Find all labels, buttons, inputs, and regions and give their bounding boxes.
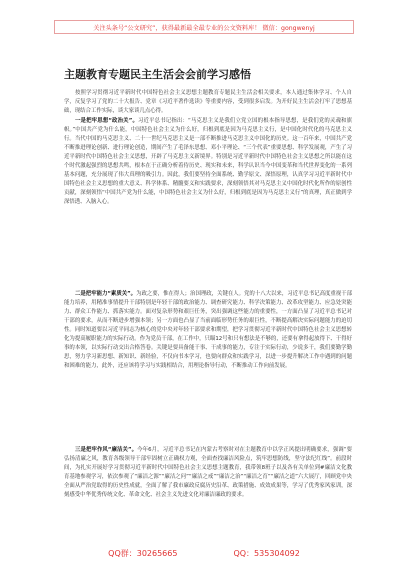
section-1-paragraph [64,117,352,207]
section-3-heading: 三是把牢作风“廉洁关”。 [75,447,138,453]
section-1-body: 习近平总书记指出：“马克思主义是我们立党立国的根本指导思想，是我们党的灵魂和旗帜。”中国共产党为什么能，中国特色社会主义为什么好，归根到底是因为马克思主义行，是中国化时代化的马克思主义行。当代中国的马克思主义、二十一世纪马克思主义是一部不断推进马克思主义中国化的历史。这一百年来，中国共产党不断推进理论创新、进行理论创造，期间产生了毛泽东思想、邓小平理论、“三个代表”重要思想、科学发展观，产生了习近平新时代中国特色社会主义思想，开辟了马克思主义新境界。特别是习近平新时代中国特色社会主义思想之所以能在这个时代激起强烈的思想共鸣，根本在于正确分析着侍历史、现实和未来，科学认识当今中国变革和当代世界变化的一系列基本问题，充分展现了伟大真理的吸引力。因此，我们要坚持全面系统、勤学原文、深悟原理，认真学习习近平新时代中国特色社会主义思想的重大意义、科学体系、精髓要义和实践要求，深刻领悟其对马克思主义中国化时代化所作的原创性贡献，深刻领悟“中国共产党为什么能，中国特色社会主义为什么好，归根到底是因为马克思主义行”的真理，真正做到学深悟透、入脑入心。 [64,118,352,205]
promo-banner [54,20,354,34]
section-2-paragraph [64,290,352,371]
footer-qq: QQ：535304092 [233,549,300,558]
banner-text: 关注头条号“公文研究”，获得最新最全最专业的公文资料库！ 微信：gongwenyj [93,24,315,32]
section-2-body: 为政之要，惟在得人；治国理政，关键在人。党的十八大以来，习近平总书记高度重视干部能力培养，用精准事情提升干部特别是年轻干部的政治能力、调查研究能力、科学决策能力、改革攻坚能力、应急处突能力、群众工作能力、抓落实能力。面对复杂形势和艰巨任务，突出强调这些能力的重要性，一方面凸显了习近平总书记对干部的要求，从而不断进步增强本领；另一方面也凸显了当前面临形势任务的艰巨性，不断提高解决实际问题能力的迫切性。同时知道要以习近平同志为核心的党中央对年轻干部要求和期望，把学习贯彻习近平新时代中国特色社会主义思想转化为提高履职能力的实际行动。作为党员干部，在工作中，只瞄12号和只有想法是不够的，还要有拿得起放得下、干得好事的本领，以实际行动交出合格答卷。关键是要具备能干事、干成事的能力，专注于实际行动，少说多干，我们要勤学勤思，努力学习新思想、新知识、新经验，不仅向书本学习，也要向群众和实践学习，以进一步提升解决工作中遇到的问题和困难的能力，此外，还应该将学习与实践相结合，用理论指导行动，不断推动工作向前发展。 [64,291,352,369]
section-1-heading: 一是把牢思想“政治关”。 [75,118,138,124]
footer-qq-group: QQ群：30265665 [108,549,178,558]
footer-contact [0,548,408,559]
intro-paragraph: 按照学习贯彻习近平新时代中国特色社会主义思想主题教育专题民主生活会相关要求，本人通过集体学习、个人自学，反复学习了党的二十大报告、党章《习近平著作选读》等重要内容，受到很多启发。为开好民主生活会打牢了思想基础，现结合工作实际，谈大家谈几点心得。 [64,90,352,114]
document-title: 主题教育专题民主生活会会前学习感悟 [64,68,251,81]
section-2-heading: 二是把牢能力“素质关”。 [75,291,137,297]
section-3-body: 今年6月，习近平总书记在内蒙古考察时对在主题教育中以学正风提出明确要求，强调“要弘扬清廉之风，教育各级领导干部牢固树立正确权力观，全面查找廉洁风险点，筑牢思想防线，坚守法纪红线”。前段时间，为扎实开展好学习贯彻习近平新时代中国特色社会主义思想主题教育，我带领8班子以及各有关单位到#廉洁文化教育基地参观学习，依次参观了“廉洁之源”“廉洁之问”“廉洁之戒”“廉洁之治”“廉洁之育”“廉洁之道”六大展厅，回顾党中央全面从严治党取得的历史性成就，全面了解了我市廉政反腐历史沿革、政策措施、成效成果等，学习了优秀家风家训，深刻感受中华优秀传统文化、革命文化、社会主义先进文化对廉洁廉政的要求。 [64,447,352,498]
section-3-paragraph [64,446,352,500]
